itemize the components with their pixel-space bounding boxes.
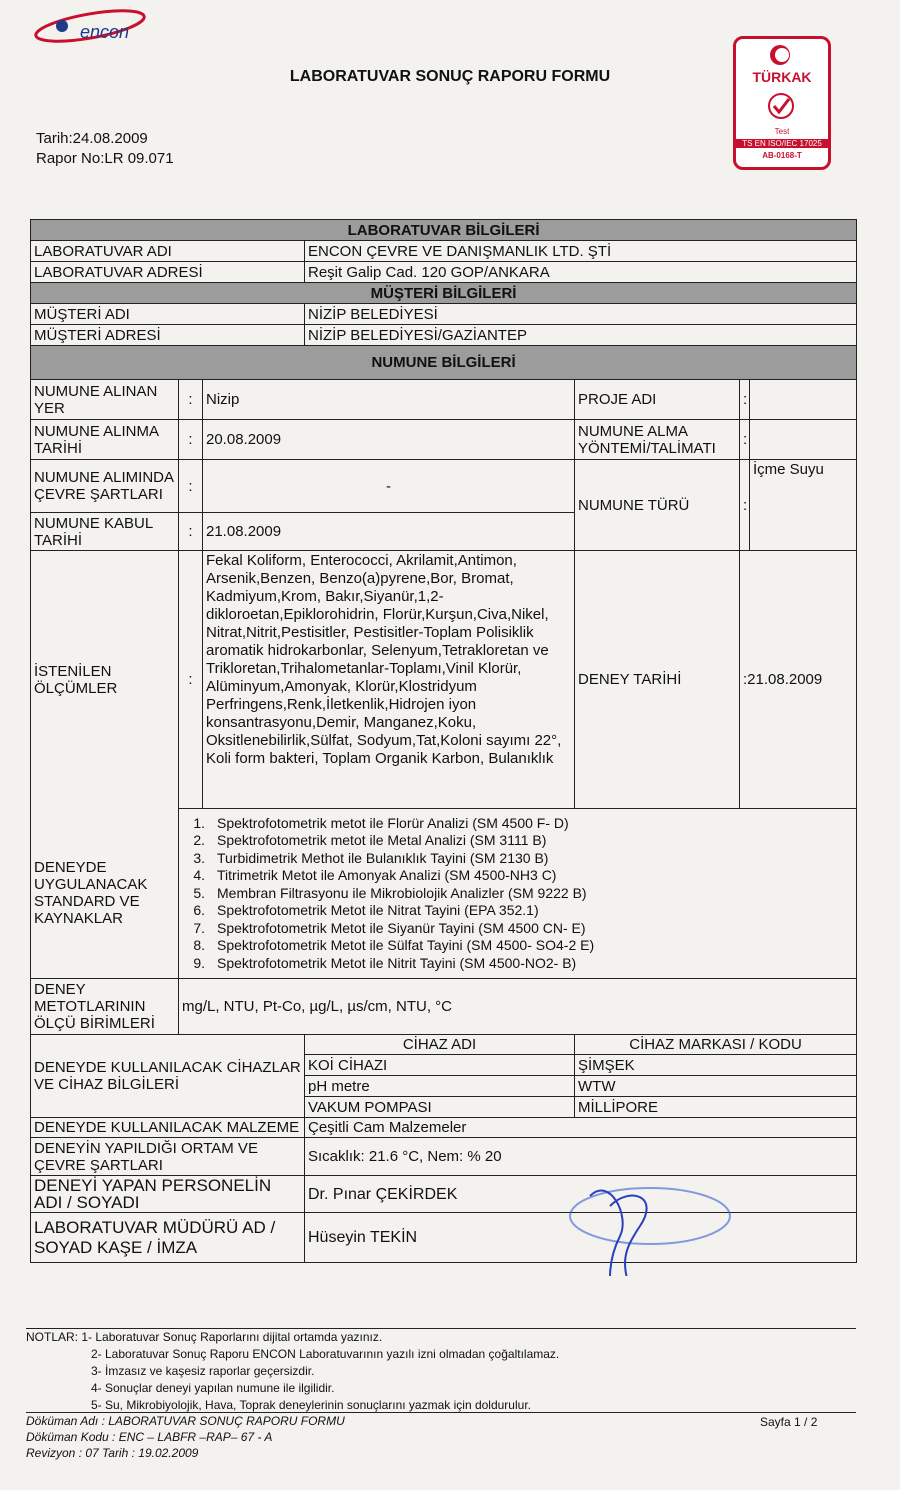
method-text: Spektrofotometrik Metot ile Sülfat Tayini (SM 4500- SO4-2 E) xyxy=(217,937,595,954)
lab-address-value: Reşit Galip Cad. 120 GOP/ANKARA xyxy=(305,262,857,283)
method-item xyxy=(183,850,852,868)
units-label: DENEY METOTLARININ ÖLÇÜ BİRİMLERİ xyxy=(31,979,179,1035)
checkmark-icon xyxy=(766,91,796,121)
sample-date-value: 20.08.2009 xyxy=(203,420,575,460)
sample-place-label: NUMUNE ALINAN YER xyxy=(31,380,179,420)
colon: : xyxy=(740,380,750,420)
method-number: 4. xyxy=(193,867,205,884)
materials-value: Çeşitli Cam Malzemeler xyxy=(305,1118,857,1138)
note-item: 3- İmzasız ve kaşesiz raporlar geçersizdir. xyxy=(91,1364,315,1378)
method-number: 7. xyxy=(193,919,205,936)
method-text: Membran Filtrasyonu ile Mikrobiolojik Analizler (SM 9222 B) xyxy=(217,884,587,901)
materials-label: DENEYDE KULLANILACAK MALZEME xyxy=(31,1118,305,1138)
device-brand-header: CİHAZ MARKASI / KODU xyxy=(575,1035,857,1055)
sample-accept-value: 21.08.2009 xyxy=(203,513,575,551)
sample-date-label: NUMUNE ALINMA TARİHİ xyxy=(31,420,179,460)
turkak-badge xyxy=(733,36,831,170)
doc-revision: Revizyon : 07 Tarih : 19.02.2009 xyxy=(26,1446,199,1460)
project-name-label: PROJE ADI xyxy=(575,380,740,420)
methods-list-cell xyxy=(179,809,857,979)
method-item xyxy=(183,937,852,955)
method-number: 2. xyxy=(193,832,205,849)
device-name: VAKUM POMPASI xyxy=(305,1097,575,1118)
lab-info-header: LABORATUVAR BİLGİLERİ xyxy=(31,220,857,241)
method-text: Spektrofotometrik Metot ile Nitrat Tayini (EPA 352.1) xyxy=(217,902,539,919)
environment-label: DENEYİN YAPILDIĞI ORTAM VE ÇEVRE ŞARTLARI xyxy=(31,1138,305,1176)
note-item: 2- Laboratuvar Sonuç Raporu ENCON Laboratuvarının yazılı izni olmadan çoğaltılamaz. xyxy=(91,1347,560,1361)
report-date: Tarih:24.08.2009 xyxy=(36,130,148,147)
lab-name-label: LABORATUVAR ADI xyxy=(31,241,305,262)
device-brand: MİLLİPORE xyxy=(575,1097,857,1118)
method-text: Spektrofotometrik metot ile Florür Analizi (SM 4500 F- D) xyxy=(217,814,569,831)
customer-name-label: MÜŞTERİ ADI xyxy=(31,304,305,325)
method-text: Spektrofotometrik metot ile Metal Analizi (SM 3111 B) xyxy=(217,832,547,849)
document-footer xyxy=(26,1412,856,1461)
device-name: pH metre xyxy=(305,1076,575,1097)
sample-type-value: İçme Suyu xyxy=(750,460,857,551)
device-brand: ŞİMŞEK xyxy=(575,1055,857,1076)
method-text: Titrimetrik Metot ile Amonyak Analizi (SM 4500-NH3 C) xyxy=(217,867,557,884)
sample-accept-label: NUMUNE KABUL TARİHİ xyxy=(31,513,179,551)
method-number: 6. xyxy=(193,902,205,919)
colon: : xyxy=(179,420,203,460)
logo-text: encon xyxy=(80,22,130,42)
project-name-value xyxy=(750,380,857,420)
colon: : xyxy=(179,513,203,551)
manager-label: LABORATUVAR MÜDÜRÜ AD / SOYAD KAŞE / İMZA xyxy=(31,1213,305,1263)
customer-info-header: MÜŞTERİ BİLGİLERİ xyxy=(31,283,857,304)
method-number: 9. xyxy=(193,954,205,971)
method-text: Spektrofotometrik Metot ile Nitrit Tayini (SM 4500-NO2- B) xyxy=(217,954,577,971)
device-name-header: CİHAZ ADI xyxy=(305,1035,575,1055)
note-item: NOTLAR: 1- Laboratuvar Sonuç Raporlarını dijital ortamda yazınız. xyxy=(26,1330,383,1344)
colon: : xyxy=(179,551,203,809)
method-item xyxy=(183,867,852,885)
report-number: Rapor No:LR 09.071 xyxy=(36,150,174,167)
sample-env-label: NUMUNE ALIMINDA ÇEVRE ŞARTLARI xyxy=(31,460,179,513)
customer-name-value: NİZİP BELEDİYESİ xyxy=(305,304,857,325)
method-item xyxy=(183,832,852,850)
requested-measurements-value: Fekal Koliform, Enterococci, Akrilamit,Antimon, Arsenik,Benzen, Benzo(a)pyrene,Bor, Bromat, Kadmiyum,Krom, Bakır,Siyanür,1,2-dikloroetan,Epiklorohidrin, Florür,Kurşun,Civa,Nikel, Nitrat,Nitrit,Pestisitler, Pestisitler-Toplam Polisiklik aromatik hidrokarbonlar, Selenyum,Tetrakloretan ve Trikloretan,Trihalometanlar-Toplamı,Vinil Klorür, Alüminyum,Amonyak, Klorür,Klostridyum Perfringens,Renk,İletkenlik,Hidrojen iyon konsantrasyonu,Demir, Manganez,Koku, Oksitlenebilirlik,Sülfat, Sodyum,Tat,Koloni sayımı 22°, Koli form bakteri, Toplam Organik Karbon, Bulanıklık xyxy=(203,551,575,809)
colon: : xyxy=(179,380,203,420)
notes-section xyxy=(26,1328,856,1414)
staff-value: Dr. Pınar ÇEKİRDEK xyxy=(305,1176,857,1213)
test-date-value: :21.08.2009 xyxy=(740,551,857,809)
colon: : xyxy=(179,460,203,513)
sample-info-header: NUMUNE BİLGİLERİ xyxy=(31,346,857,380)
colon: : xyxy=(740,420,750,460)
report-form-table xyxy=(30,219,857,1263)
turkak-test: Test xyxy=(774,127,790,136)
device-name: KOİ CİHAZI xyxy=(305,1055,575,1076)
method-text: Spektrofotometrik Metot ile Siyanür Tayini (SM 4500 CN- E) xyxy=(217,919,586,936)
methods-list xyxy=(183,815,852,973)
lab-name-value: ENCON ÇEVRE VE DANIŞMANLIK LTD. ŞTİ xyxy=(305,241,857,262)
method-number: 3. xyxy=(193,849,205,866)
page-number: Sayfa 1 / 2 xyxy=(760,1415,818,1429)
lab-address-label: LABORATUVAR ADRESİ xyxy=(31,262,305,283)
sample-type-label: NUMUNE TÜRÜ xyxy=(575,460,740,551)
sample-place-value: Nizip xyxy=(203,380,575,420)
method-number: 8. xyxy=(193,937,205,954)
device-brand: WTW xyxy=(575,1076,857,1097)
method-item xyxy=(183,902,852,920)
method-item xyxy=(183,815,852,833)
customer-address-value: NİZİP BELEDİYESİ/GAZİANTEP xyxy=(305,325,857,346)
report-title: LABORATUVAR SONUÇ RAPORU FORMU xyxy=(289,68,611,85)
turkak-standard: TS EN ISO/IEC 17025 xyxy=(736,139,828,148)
doc-code: Döküman Kodu : ENC – LABFR –RAP– 67 - A xyxy=(26,1430,273,1444)
turkak-code: AB-0168-T xyxy=(736,151,828,160)
methods-label: DENEYDE UYGULANACAK STANDARD VE KAYNAKLAR xyxy=(31,809,179,979)
sampling-method-value xyxy=(750,420,857,460)
method-item xyxy=(183,955,852,973)
method-item xyxy=(183,920,852,938)
note-item: 4- Sonuçlar deneyi yapılan numune ile ilgilidir. xyxy=(91,1381,335,1395)
staff-label: DENEYİ YAPAN PERSONELİN ADI / SOYADI xyxy=(31,1176,305,1213)
environment-value: Sıcaklık: 21.6 °C, Nem: % 20 xyxy=(305,1138,857,1176)
requested-measurements-label: İSTENİLEN ÖLÇÜMLER xyxy=(31,551,179,809)
sample-env-value: - xyxy=(203,460,575,513)
units-value: mg/L, NTU, Pt-Co, µg/L, µs/cm, NTU, °C xyxy=(179,979,857,1035)
company-stamp-signature xyxy=(530,1176,750,1276)
note-item: 5- Su, Mikrobiyolojik, Hava, Toprak deneylerinin sonuçlarını yazmak için doldurulur. xyxy=(91,1398,531,1412)
method-text: Turbidimetrik Methot ile Bulanıklık Tayini (SM 2130 B) xyxy=(217,849,549,866)
test-date-label: DENEY TARİHİ xyxy=(575,551,740,809)
doc-name: Döküman Adı : LABORATUVAR SONUÇ RAPORU FORMU xyxy=(26,1414,345,1428)
colon: : xyxy=(740,460,750,551)
sampling-method-label: NUMUNE ALMA YÖNTEMİ/TALİMATI xyxy=(575,420,740,460)
method-number: 5. xyxy=(193,884,205,901)
method-item xyxy=(183,885,852,903)
turkak-name: TÜRKAK xyxy=(752,69,812,85)
method-number: 1. xyxy=(193,814,205,831)
devices-label: DENEYDE KULLANILACAK CİHAZLAR VE CİHAZ BİLGİLERİ xyxy=(31,1035,305,1118)
manager-value: Hüseyin TEKİN xyxy=(305,1213,857,1263)
customer-address-label: MÜŞTERİ ADRESİ xyxy=(31,325,305,346)
crescent-star-icon xyxy=(768,43,792,67)
